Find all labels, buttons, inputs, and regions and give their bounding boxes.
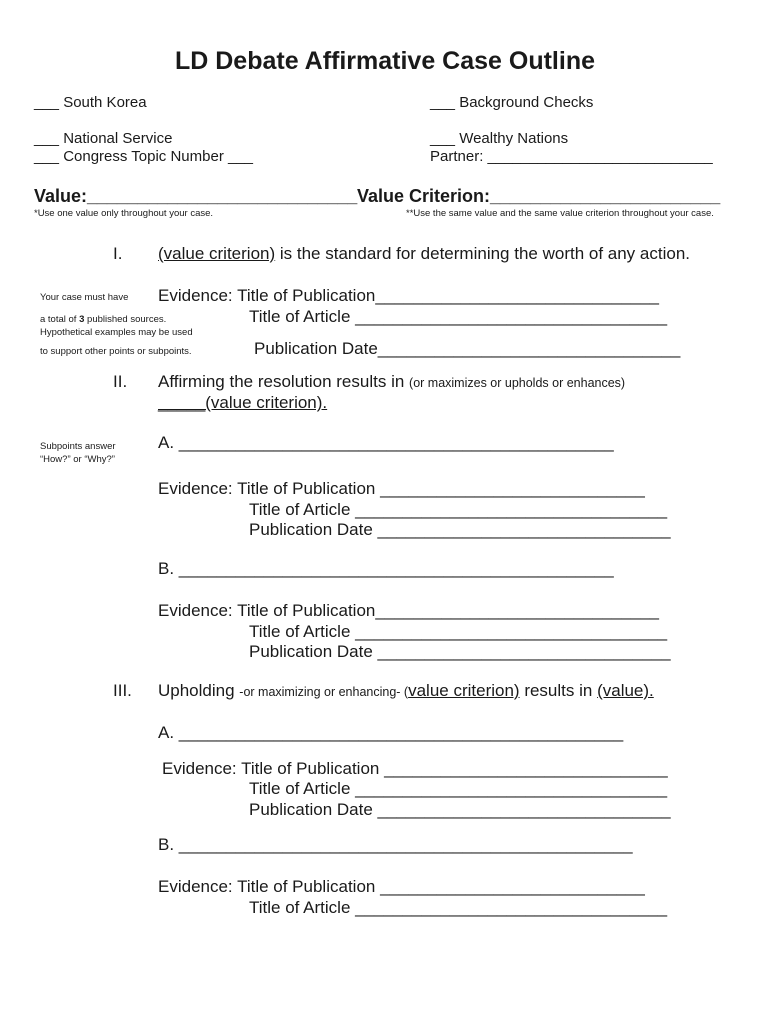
topic-south-korea[interactable]: ___ South Korea — [34, 94, 147, 111]
value-note: *Use one value only throughout your case. — [34, 208, 214, 219]
section-1-claim: (value criterion) is the standard for determining the worth of any action. — [158, 244, 690, 263]
section-2-claim: Affirming the resolution results in (or maximizes or upholds or enhances) — [158, 372, 626, 391]
sources-note-line4: to support other points or subpoints. — [40, 346, 192, 357]
value-criterion-field[interactable]: Value Criterion:_______________________ — [357, 186, 721, 206]
page-title: LD Debate Affirmative Case Outline — [174, 47, 595, 75]
sources-note-line1: Your case must have — [40, 292, 129, 303]
subpoint-3a-field[interactable]: A. _______________________________________________ — [158, 723, 624, 742]
sources-note-line2: a total of 3 published sources. — [40, 314, 167, 325]
subpoints-note-line2: “How?” or “Why?” — [40, 454, 115, 465]
subpoint-3b-field[interactable]: B. ________________________________________________ — [158, 835, 633, 854]
subpoints-note-line1: Subpoints answer — [40, 441, 116, 452]
section-2-numeral: II. — [113, 372, 128, 391]
topic-national-service[interactable]: ___ National Service — [34, 130, 173, 147]
evidence-2b-publication-field[interactable]: Evidence: Title of Publication______________________________ — [158, 601, 659, 620]
topic-congress[interactable]: ___ Congress Topic Number ___ — [34, 148, 254, 165]
evidence-3a-date-field[interactable]: Publication Date _______________________________ — [249, 800, 671, 819]
evidence-date-field[interactable]: Publication Date________________________________ — [254, 339, 681, 358]
value-field[interactable]: Value:___________________________ — [34, 186, 358, 206]
section-1-numeral: I. — [113, 244, 123, 263]
subpoint-2a-field[interactable]: A. ______________________________________________ — [158, 433, 614, 452]
section-3-numeral: III. — [113, 681, 132, 700]
criterion-note: **Use the same value and the same value criterion throughout your case. — [406, 208, 714, 219]
evidence-3a-article-field[interactable]: Title of Article _________________________________ — [249, 779, 668, 798]
topic-wealthy-nations[interactable]: ___ Wealthy Nations — [430, 130, 569, 147]
evidence-2a-date-field[interactable]: Publication Date _______________________________ — [249, 520, 671, 539]
partner-field[interactable]: Partner: ___________________________ — [430, 148, 713, 165]
evidence-3a-publication-field[interactable]: Evidence: Title of Publication ______________________________ — [162, 759, 668, 778]
section-2-criterion[interactable]: _____(value criterion). — [158, 393, 328, 412]
evidence-3b-publication-field[interactable]: Evidence: Title of Publication ____________________________ — [158, 877, 645, 896]
subpoint-2b-field[interactable]: B. ______________________________________________ — [158, 559, 614, 578]
sources-note-line3: Hypothetical examples may be used — [40, 327, 193, 338]
topic-background-checks[interactable]: ___ Background Checks — [430, 94, 594, 111]
evidence-2b-article-field[interactable]: Title of Article _________________________________ — [249, 622, 668, 641]
evidence-3b-article-field[interactable]: Title of Article _________________________________ — [249, 898, 668, 917]
evidence-2a-publication-field[interactable]: Evidence: Title of Publication ____________________________ — [158, 479, 645, 498]
evidence-2a-article-field[interactable]: Title of Article _________________________________ — [249, 500, 668, 519]
evidence-publication-field[interactable]: Evidence: Title of Publication______________________________ — [158, 286, 659, 305]
section-3-claim: Upholding -or maximizing or enhancing- (value criterion) results in (value). — [158, 681, 654, 700]
evidence-2b-date-field[interactable]: Publication Date _______________________________ — [249, 642, 671, 661]
evidence-article-field[interactable]: Title of Article _________________________________ — [249, 307, 668, 326]
